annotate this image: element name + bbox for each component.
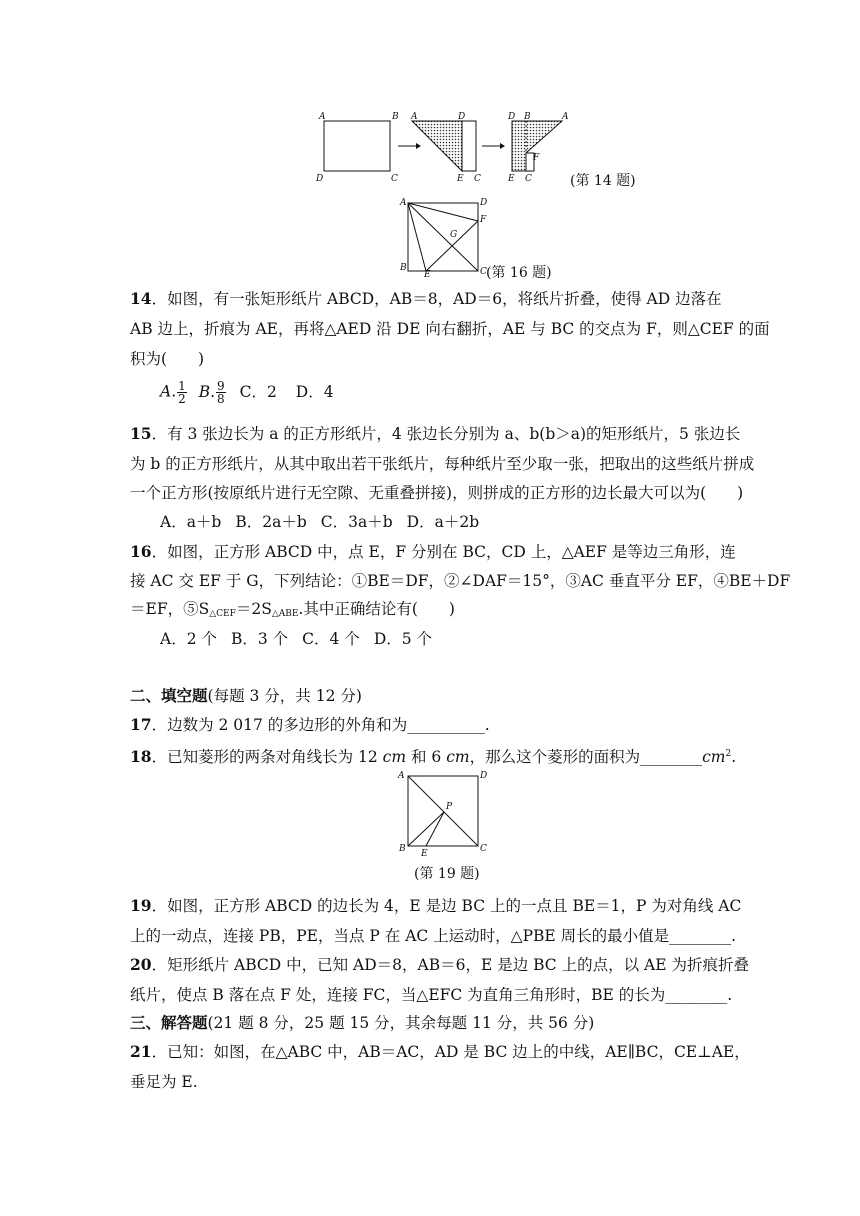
- arrow-icon: [398, 143, 421, 149]
- q15-options: [160, 511, 770, 533]
- label-f3: F: [533, 153, 540, 163]
- section-3-heading: [130, 1012, 740, 1034]
- label-f: F: [480, 215, 487, 225]
- label-a: A: [400, 198, 407, 208]
- q16-option-b: B．3 个: [230, 630, 289, 648]
- label-a: A: [319, 112, 326, 122]
- label-b3: B: [524, 112, 531, 122]
- q14-option-b-fraction: $\frac{9}{8}$: [217, 379, 225, 406]
- label-e2: E: [457, 174, 464, 184]
- label-c: C: [391, 174, 398, 184]
- q19-line-1: 19．如图，正方形 ABCD 的边长为 4，E 是边 BC 上的一点且 BE＝1，P 为对角线 AC: [130, 896, 742, 915]
- q18-number: 18: [130, 747, 152, 766]
- q20-line-1: 20．矩形纸片 ABCD 中，已知 AD＝8，AB＝6，E 是边 BC 上的点，以 AE 为折痕折叠: [130, 955, 749, 974]
- q14-final-shape: [512, 121, 562, 171]
- q15-option-d: D．a＋2b: [406, 513, 480, 531]
- figure-q14: [310, 108, 580, 188]
- label-b: B: [392, 112, 399, 122]
- q20-number: 20: [130, 955, 152, 974]
- q16-option-a: A．2 个: [160, 630, 217, 648]
- section-2-title: 二、填空题: [130, 686, 208, 705]
- q21-line-1: 21．已知：如图，在△ABC 中，AB＝AC，AD 是 BC 边上的中线，AE∥BC，CE⊥AE，: [130, 1042, 750, 1061]
- section-2-note: (每题 3 分，共 12 分): [207, 687, 362, 705]
- q14-line-3: 积为( ): [130, 350, 205, 368]
- q16-number: 16: [130, 542, 152, 561]
- q18-line: 18．已知菱形的两条对角线长为 12 cm 和 6 cm，那么这个菱形的面积为$\_\_\_\_\_\_\_\_cm^2$.: [130, 747, 737, 766]
- q14-option-c: C．2: [239, 382, 277, 401]
- label-c: C: [480, 844, 487, 854]
- label-d3: D: [508, 112, 516, 122]
- q14-options: [160, 380, 770, 405]
- q15-line-2: 为 b 的正方形纸片，从其中取出若干张纸片，每种纸片至少取一张，把取出的这些纸片拼成: [130, 455, 755, 473]
- section-3-title: 三、解答题: [130, 1013, 208, 1032]
- q14-option-b-label: B.: [198, 382, 216, 401]
- q14-strip: [462, 121, 476, 171]
- label-g: G: [450, 230, 458, 240]
- q14-option-a-fraction: $\frac{1}{2}$: [178, 379, 186, 406]
- q19-line-2: 上的一动点，连接 PB，PE，当点 P 在 AC 上运动时，△PBE 周长的最小值是________.: [130, 927, 737, 945]
- q21-number: 21: [130, 1042, 152, 1061]
- label-b: B: [400, 263, 407, 273]
- q16-line-3: ＝EF，$⑤S_{\triangle CEF}=2S_{\triangle ABE}$.其中正确结论有( ): [130, 600, 455, 619]
- q17-number: 17: [130, 715, 152, 734]
- caption-q19: (第 19 题): [414, 866, 480, 882]
- q15-option-b: B．2a＋b: [235, 513, 307, 531]
- label-e3: E: [508, 174, 515, 184]
- label-b: B: [399, 844, 406, 854]
- q14-text: ．如图，有一张矩形纸片 ABCD，AB＝8，AD＝6，将纸片折叠，使得 AD 边落在: [151, 290, 722, 308]
- q15-option-a: A．a＋b: [160, 513, 222, 531]
- q14-line-1: [130, 288, 740, 310]
- q16-options: [160, 628, 770, 650]
- q15-line-3: 一个正方形(按原纸片进行无空隙、无重叠拼接)，则拼成的正方形的边长最大可以为( ): [130, 484, 744, 502]
- q14-rectangle-abcd: [324, 121, 390, 171]
- q15-line-1: 15．有 3 张边长为 a 的正方形纸片，4 张边长分别为 a、b(b＞a)的矩形纸片，5 张边长: [130, 424, 741, 443]
- q20-line-2: 纸片，使点 B 落在点 F 处，连接 FC，当△EFC 为直角三角形时，BE 的长为________.: [130, 986, 733, 1004]
- q14-line-2: AB 边上，折痕为 AE，再将△AED 沿 DE 向右翻折，AE 与 BC 的交点为 F，则△CEF 的面: [130, 320, 770, 338]
- q21-line-2: 垂足为 E.: [130, 1073, 198, 1091]
- q16-line-1: 16．如图，正方形 ABCD 中，点 E，F 分别在 BC，CD 上，△AEF 是等边三角形，连: [130, 542, 736, 561]
- label-a: A: [398, 771, 405, 781]
- label-a2: A: [411, 112, 418, 122]
- q15-option-c: C．3a＋b: [320, 513, 393, 531]
- label-p: P: [446, 802, 453, 812]
- caption-q14: (第 14 题): [570, 173, 636, 189]
- section-3-note: (21 题 8 分，25 题 15 分，其余每题 11 分，共 56 分): [207, 1014, 595, 1032]
- q14-option-a-label: A.: [160, 382, 177, 401]
- label-d: D: [480, 198, 488, 208]
- q17-line: 17．边数为 2 017 的多边形的外角和为__________.: [130, 715, 490, 734]
- label-a3: A: [562, 112, 569, 122]
- q16-option-d: D．5 个: [373, 630, 433, 648]
- label-d2: D: [458, 112, 466, 122]
- label-c: C: [480, 267, 487, 277]
- label-c3: C: [525, 174, 532, 184]
- figure-q19: [396, 768, 492, 860]
- figure-q16: [398, 195, 494, 277]
- arrow-icon: [482, 143, 505, 149]
- q15-number: 15: [130, 424, 152, 443]
- q16-line-2: 接 AC 交 EF 于 G，下列结论：①BE＝DF，②∠DAF＝15°，③AC 垂直平分 EF，④BE＋DF: [130, 572, 791, 590]
- q16-option-c: C．4 个: [302, 630, 360, 648]
- label-e: E: [424, 270, 431, 277]
- label-d: D: [480, 771, 488, 781]
- label-e: E: [421, 849, 428, 859]
- label-c2: C: [474, 174, 481, 184]
- q14-option-d: D．4: [295, 382, 334, 401]
- section-2-heading: [130, 685, 740, 707]
- q14-number: 14: [130, 289, 152, 308]
- q19-number: 19: [130, 896, 152, 915]
- label-d: D: [316, 174, 324, 184]
- caption-q16: (第 16 题): [486, 265, 552, 281]
